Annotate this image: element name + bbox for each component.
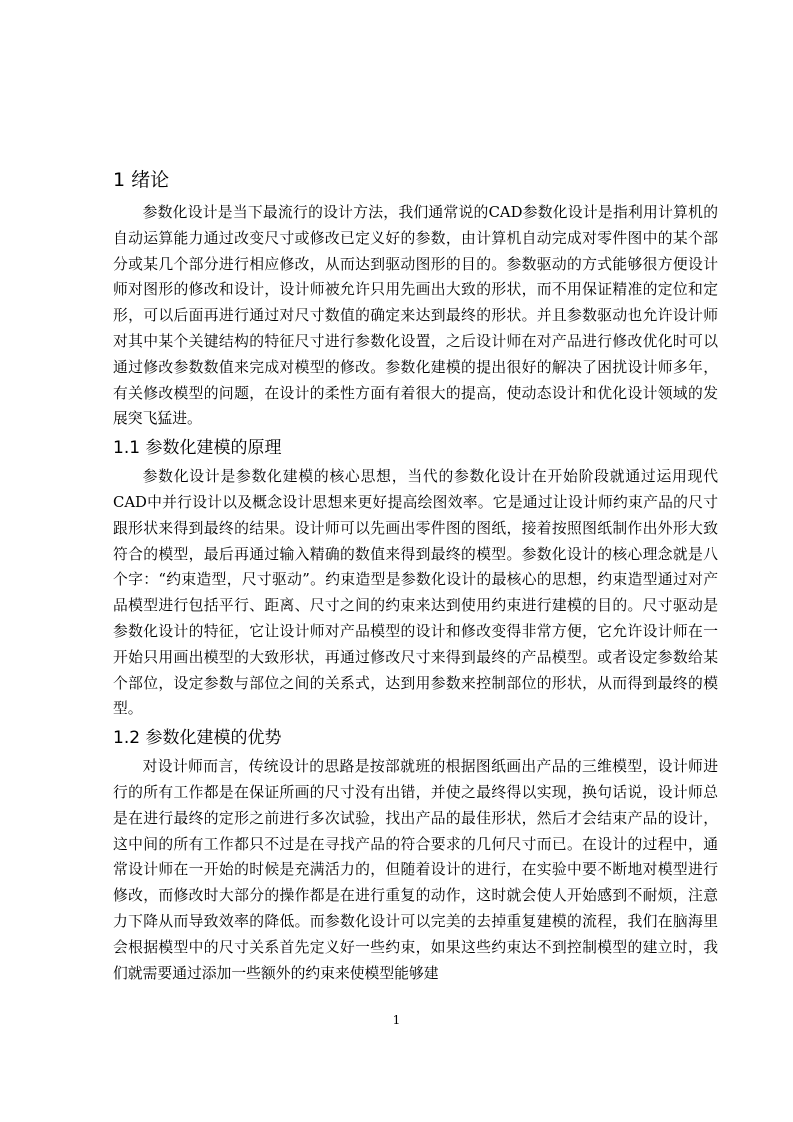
chapter-heading: 1 绪论 — [113, 169, 170, 191]
section-1-1-paragraph: 参数化设计是参数化建模的核心思想，当代的参数化设计在开始阶段就通过运用现代CAD中并行设计以及概念设计思想来更好提高绘图效率。它是通过让设计师约束产品的尺寸跟形状来得到最终的结果。设计师可以先画出零件图的图纸，接着按照图纸制作出外形大致符合的模型，最后再通过输入精确的数值来得到最终的模型。参数化设计的核心理念就是八个字：“约束造型，尺寸驱动”。约束造型是参数化设计的最核心的思想，约束造型通过对产品模型进行包括平行、距离、尺寸之间的约束来达到使用约束进行建模的目的。尺寸驱动是参数化设计的特征，它让设计师对产品模型的设计和修改变得非常方便，它允许设计师在一开始只用画出模型的大致形状，再通过修改尺寸来得到最终的产品模型。或者设定参数给某个部位，设定参数与部位之间的关系式，达到用参数来控制部位的形状，从而得到最终的模型。 — [113, 468, 718, 718]
page-number: 1 — [392, 1013, 401, 1027]
page-content — [113, 166, 718, 988]
section-heading-1-1: 1.1 参数化建模的原理 — [113, 438, 282, 459]
section-1-2-paragraph: 对设计师而言，传统设计的思路是按部就班的根据图纸画出产品的三维模型，设计师进行的所有工作都是在保证所画的尺寸没有出错，并使之最终得以实现，换句话说，设计师总是在进行最终的定形之前进行多次试验，找出产品的最佳形状，然后才会结束产品的设计，这中间的所有工作都只不过是在寻找产品的符合要求的几何尺寸而已。在设计的过程中，通常设计师在一开始的时候是充满活力的，但随着设计的进行，在实验中要不断地对模型进行修改，而修改时大部分的操作都是在进行重复的动作，这时就会使人开始感到不耐烦，注意力下降从而导致效率的降低。而参数化设计可以完美的去掉重复建模的流程，我们在脑海里会根据模型中的尺寸关系首先定义好一些约束，如果这些约束达不到控制模型的建立时，我们就需要通过添加一些额外的约束来使模型能够建 — [113, 758, 718, 982]
section-heading-1-2: 1.2 参数化建模的优势 — [113, 728, 282, 749]
chapter-paragraph: 参数化设计是当下最流行的设计方法，我们通常说的CAD参数化设计是指利用计算机的自动运算能力通过改变尺寸或修改已定义好的参数，由计算机自动完成对零件图中的某个部分或某几个部分进行相应修改，从而达到驱动图形的目的。参数驱动的方式能够很方便设计师对图形的修改和设计，设计师被允许只用先画出大致的形状，而不用保证精准的定位和定形，可以后面再进行通过对尺寸数值的确定来达到最终的形状。并且参数驱动也允许设计师对其中某个关键结构的特征尺寸进行参数化设置，之后设计师在对产品进行修改优化时可以通过修改参数数值来完成对模型的修改。参数化建模的提出很好的解决了困扰设计师多年，有关修改模型的问题，在设计的柔性方面有着很大的提高，使动态设计和优化设计领域的发展突飞猛进。 — [113, 204, 718, 428]
